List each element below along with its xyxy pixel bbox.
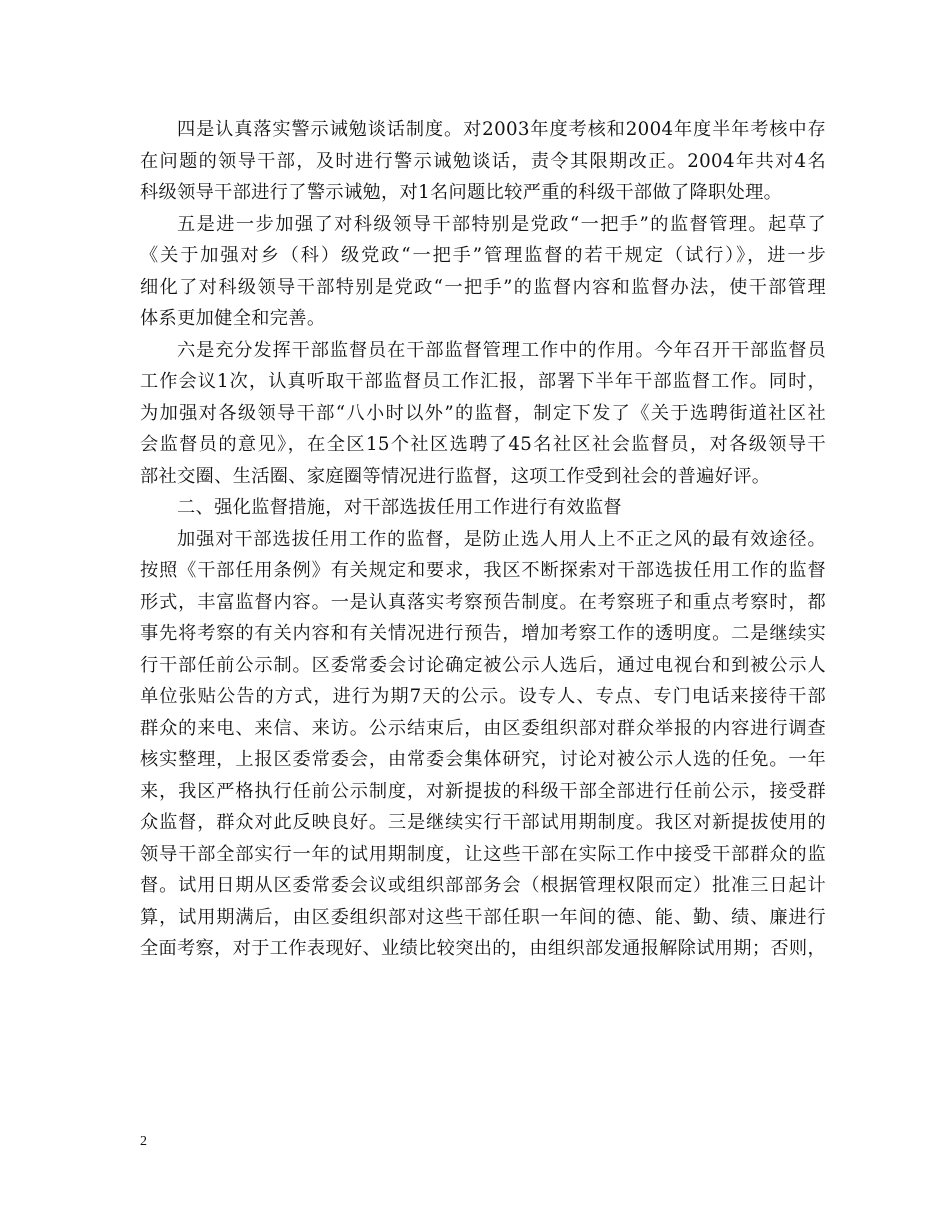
text-line: 二、强化监督措施，对干部选拔任用工作进行有效监督 [177, 497, 622, 518]
text-line: 单位张贴公告的方式，进行为期7天的公示。设专人、专点、专门电话来接待干部 [140, 686, 826, 707]
text-line: 全面考察，对于工作表现好、业绩比较突出的，由组织部发通报解除试用期；否则， [140, 938, 826, 959]
text-line: 在问题的领导干部，及时进行警示诫勉谈话，责令其限期改正。2004年共对4名 [140, 150, 826, 172]
text-line: 五是进一步加强了对科级领导干部特别是党政“一把手”的监督管理。起草了 [177, 213, 826, 235]
text-line: 细化了对科级领导干部特别是党政“一把手”的监督内容和监督办法，使干部管理 [140, 276, 826, 298]
text-line: 行干部任前公示制。区委常委会讨论确定被公示人选后，通过电视台和到被公示人 [140, 654, 826, 676]
text-line: 按照《干部任用条例》有关规定和要求，我区不断探索对干部选拔任用工作的监督 [140, 560, 826, 581]
text-line: 科级领导干部进行了警示诫勉，对1名问题比较严重的科级干部做了降职处理。 [140, 182, 783, 203]
text-line: 众监督，群众对此反映良好。三是继续实行干部试用期制度。我区对新提拔使用的 [140, 812, 826, 833]
text-line: 工作会议1次，认真听取干部监督员工作汇报，部署下半年干部监督工作。同时， [140, 371, 826, 392]
text-line: 部社交圈、生活圈、家庭圈等情况进行监督，这项工作受到社会的普遍好评。 [140, 465, 771, 487]
text-line: 形式，丰富监督内容。一是认真落实考察预告制度。在考察班子和重点考察时，都 [140, 591, 826, 613]
text-line: 加强对干部选拔任用工作的监督，是防止选人用人上不正之风的最有效途径。 [177, 528, 826, 550]
text-line: 《关于加强对乡（科）级党政“一把手”管理监督的若干规定（试行）》，进一步 [140, 245, 826, 266]
text-line: 四是认真落实警示诫勉谈话制度。对2003年度考核和2004年度半年考核中存 [177, 119, 826, 140]
page-number: 2 [140, 1134, 147, 1149]
text-line: 群众的来电、来信、来访。公示结束后，由区委组织部对群众举报的内容进行调查 [140, 717, 826, 739]
text-line: 为加强对各级领导干部“八小时以外”的监督，制定下发了《关于选聘街道社区社 [140, 402, 826, 424]
text-line: 来，我区严格执行任前公示制度，对新提拔的科级干部全部进行任前公示，接受群 [140, 780, 826, 802]
text-line: 六是充分发挥干部监督员在干部监督管理工作中的作用。今年召开干部监督员 [177, 339, 826, 361]
text-line: 核实整理，上报区委常委会，由常委会集体研究，讨论对被公示人选的任免。一年 [140, 749, 826, 770]
text-line: 事先将考察的有关内容和有关情况进行预告，增加考察工作的透明度。二是继续实 [140, 623, 826, 644]
body-text [140, 114, 826, 965]
text-line: 体系更加健全和完善。 [140, 308, 326, 329]
text-line: 算，试用期满后，由区委组织部对这些干部任职一年间的德、能、勤、绩、廉进行 [140, 906, 826, 928]
text-line: 领导干部全部实行一年的试用期制度，让这些干部在实际工作中接受干部群众的监 [140, 843, 826, 865]
text-line: 督。试用日期从区委常委会议或组织部部务会（根据管理权限而定）批准三日起计 [140, 875, 826, 896]
text-line: 会监督员的意见》，在全区15个社区选聘了45名社区社会监督员，对各级领导干 [140, 434, 826, 455]
